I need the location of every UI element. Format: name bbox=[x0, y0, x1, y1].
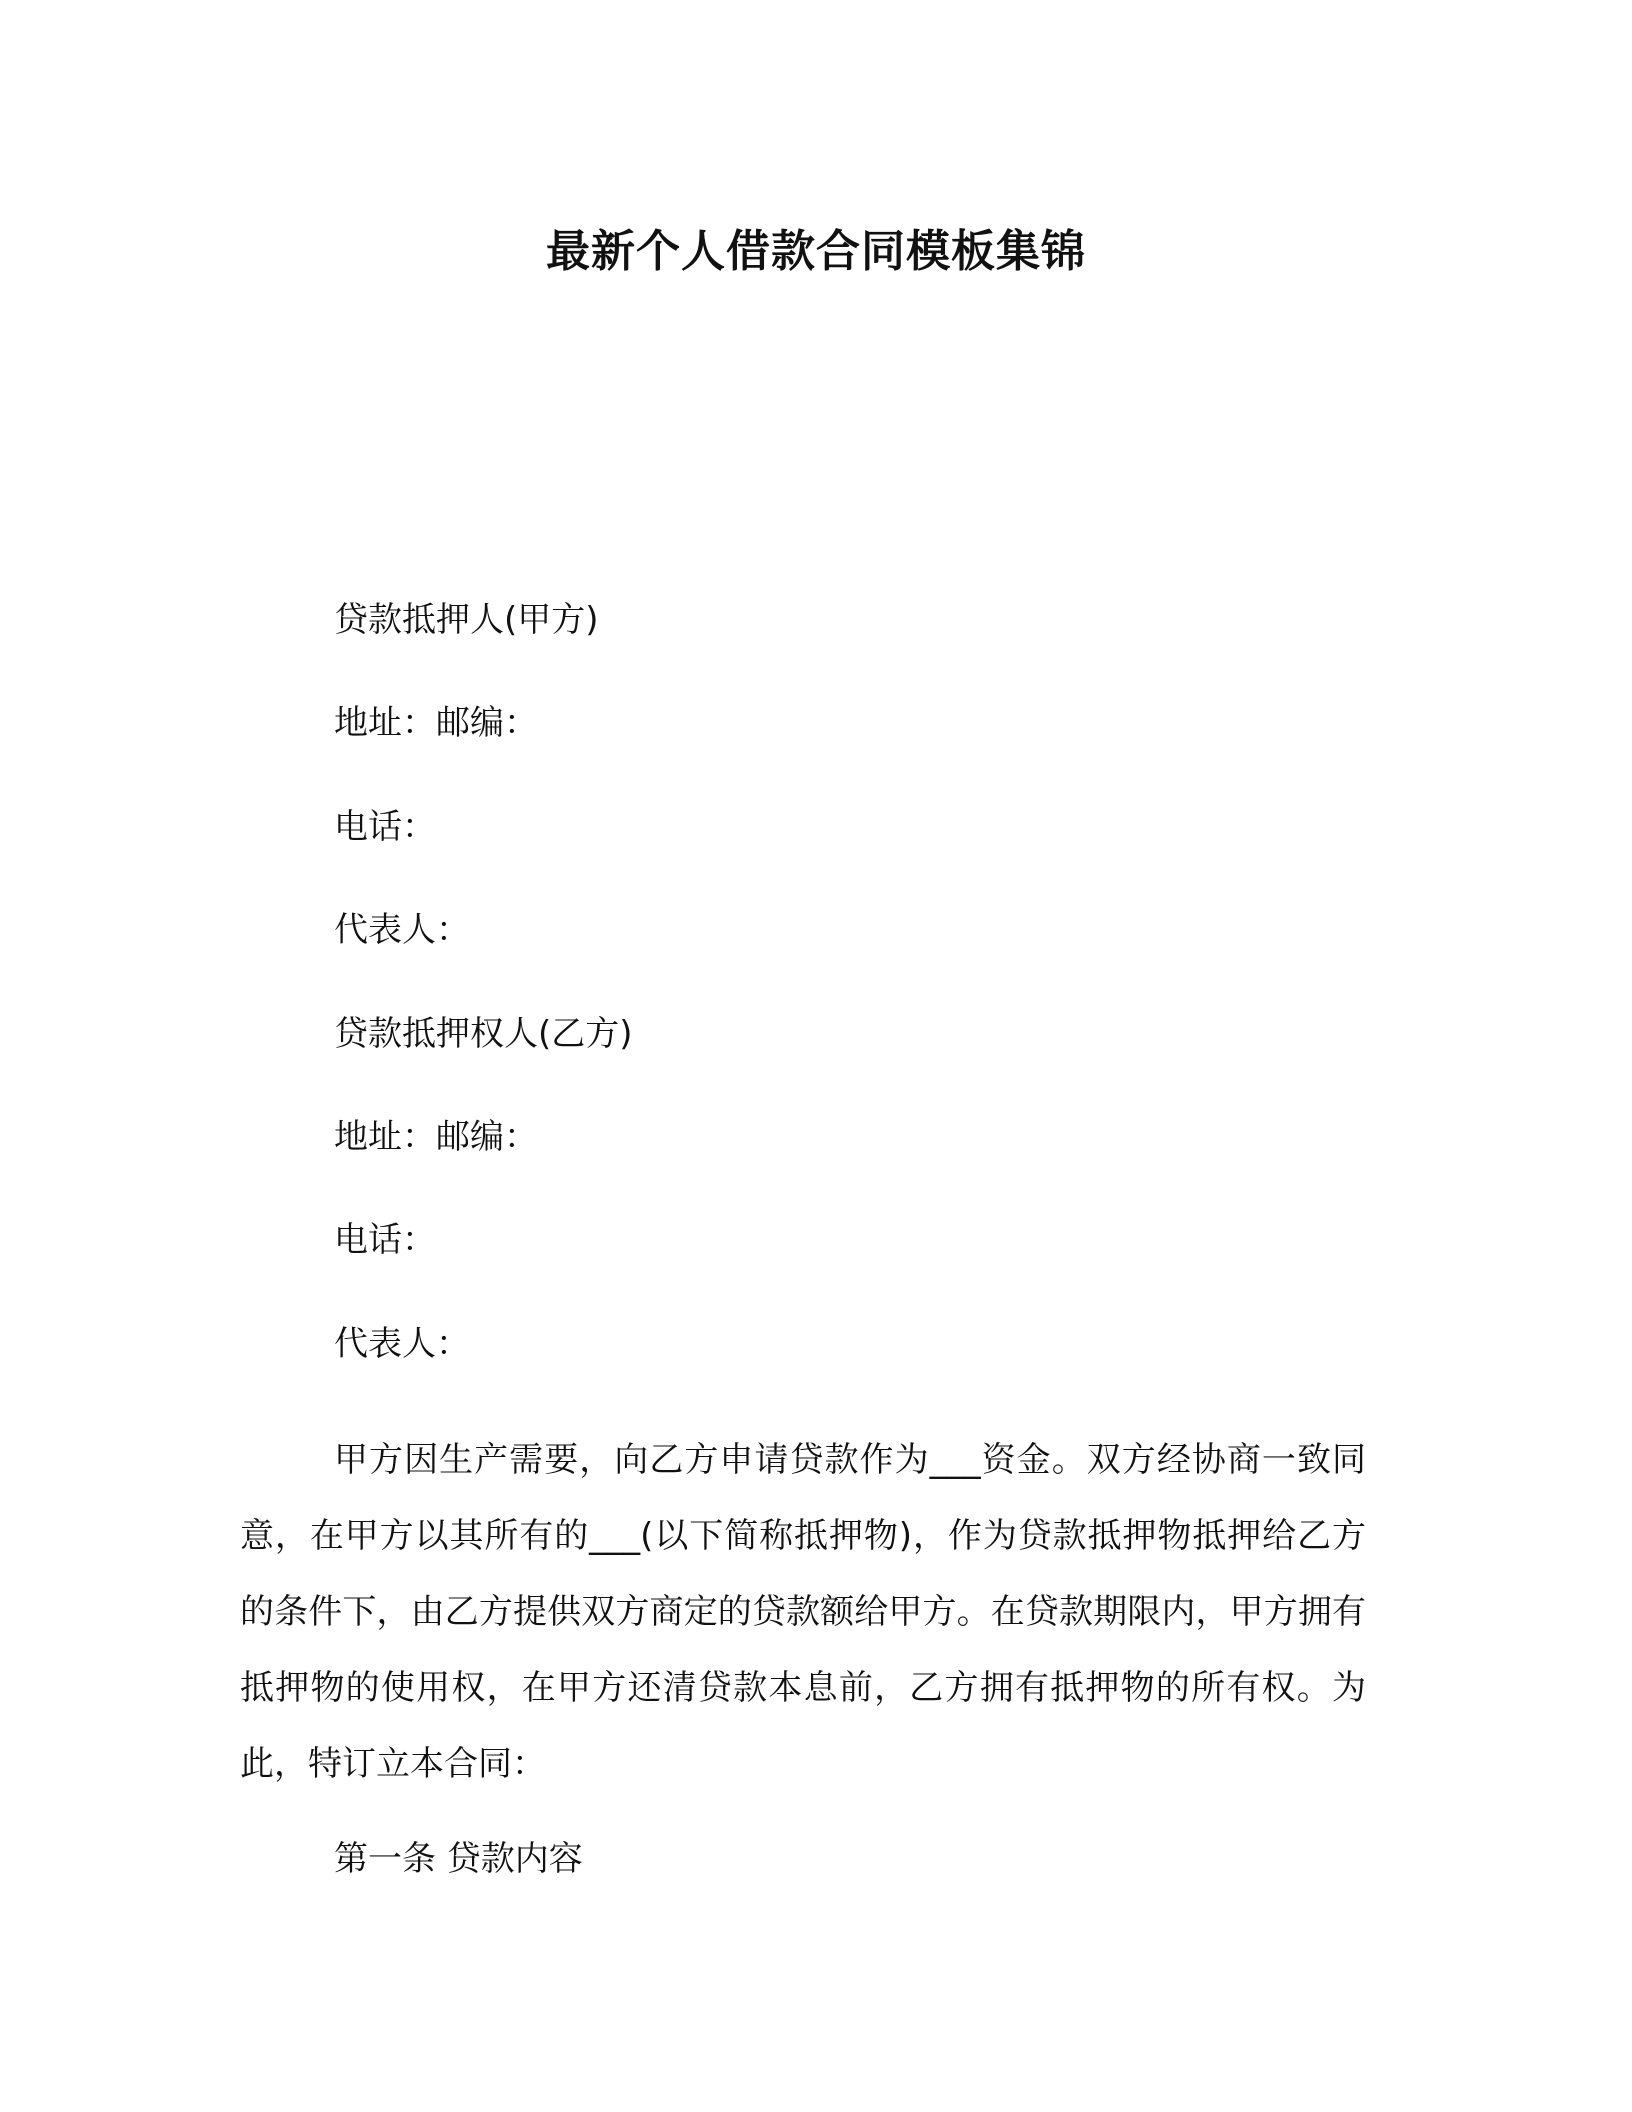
article-one-heading: 第一条 贷款内容 bbox=[334, 1839, 583, 1879]
party-a-representative-line: 代表人： bbox=[334, 910, 470, 950]
party-a-address-line: 地址：邮编： bbox=[334, 703, 538, 743]
party-b-phone-line: 电话： bbox=[334, 1220, 436, 1260]
party-b-representative-line: 代表人： bbox=[334, 1324, 470, 1364]
party-b-heading: 贷款抵押权人(乙方) bbox=[334, 1014, 633, 1054]
party-a-heading: 贷款抵押人(甲方) bbox=[334, 600, 599, 640]
party-a-phone-line: 电话： bbox=[334, 807, 436, 847]
contract-preamble-paragraph: 甲方因生产需要，向乙方申请贷款作为___资金。双方经协商一致同意，在甲方以其所有的___(以下简称抵押物)，作为贷款抵押物抵押给乙方的条件下，由乙方提供双方商定的贷款额给甲方。在贷款期限内，甲方拥有抵押物的使用权，在甲方还清贷款本息前，乙方拥有抵押物的所有权。为此，特订立本合同： bbox=[240, 1440, 1366, 1784]
document-title: 最新个人借款合同模板集锦 bbox=[546, 226, 1086, 277]
party-b-address-line: 地址：邮编： bbox=[334, 1117, 538, 1157]
